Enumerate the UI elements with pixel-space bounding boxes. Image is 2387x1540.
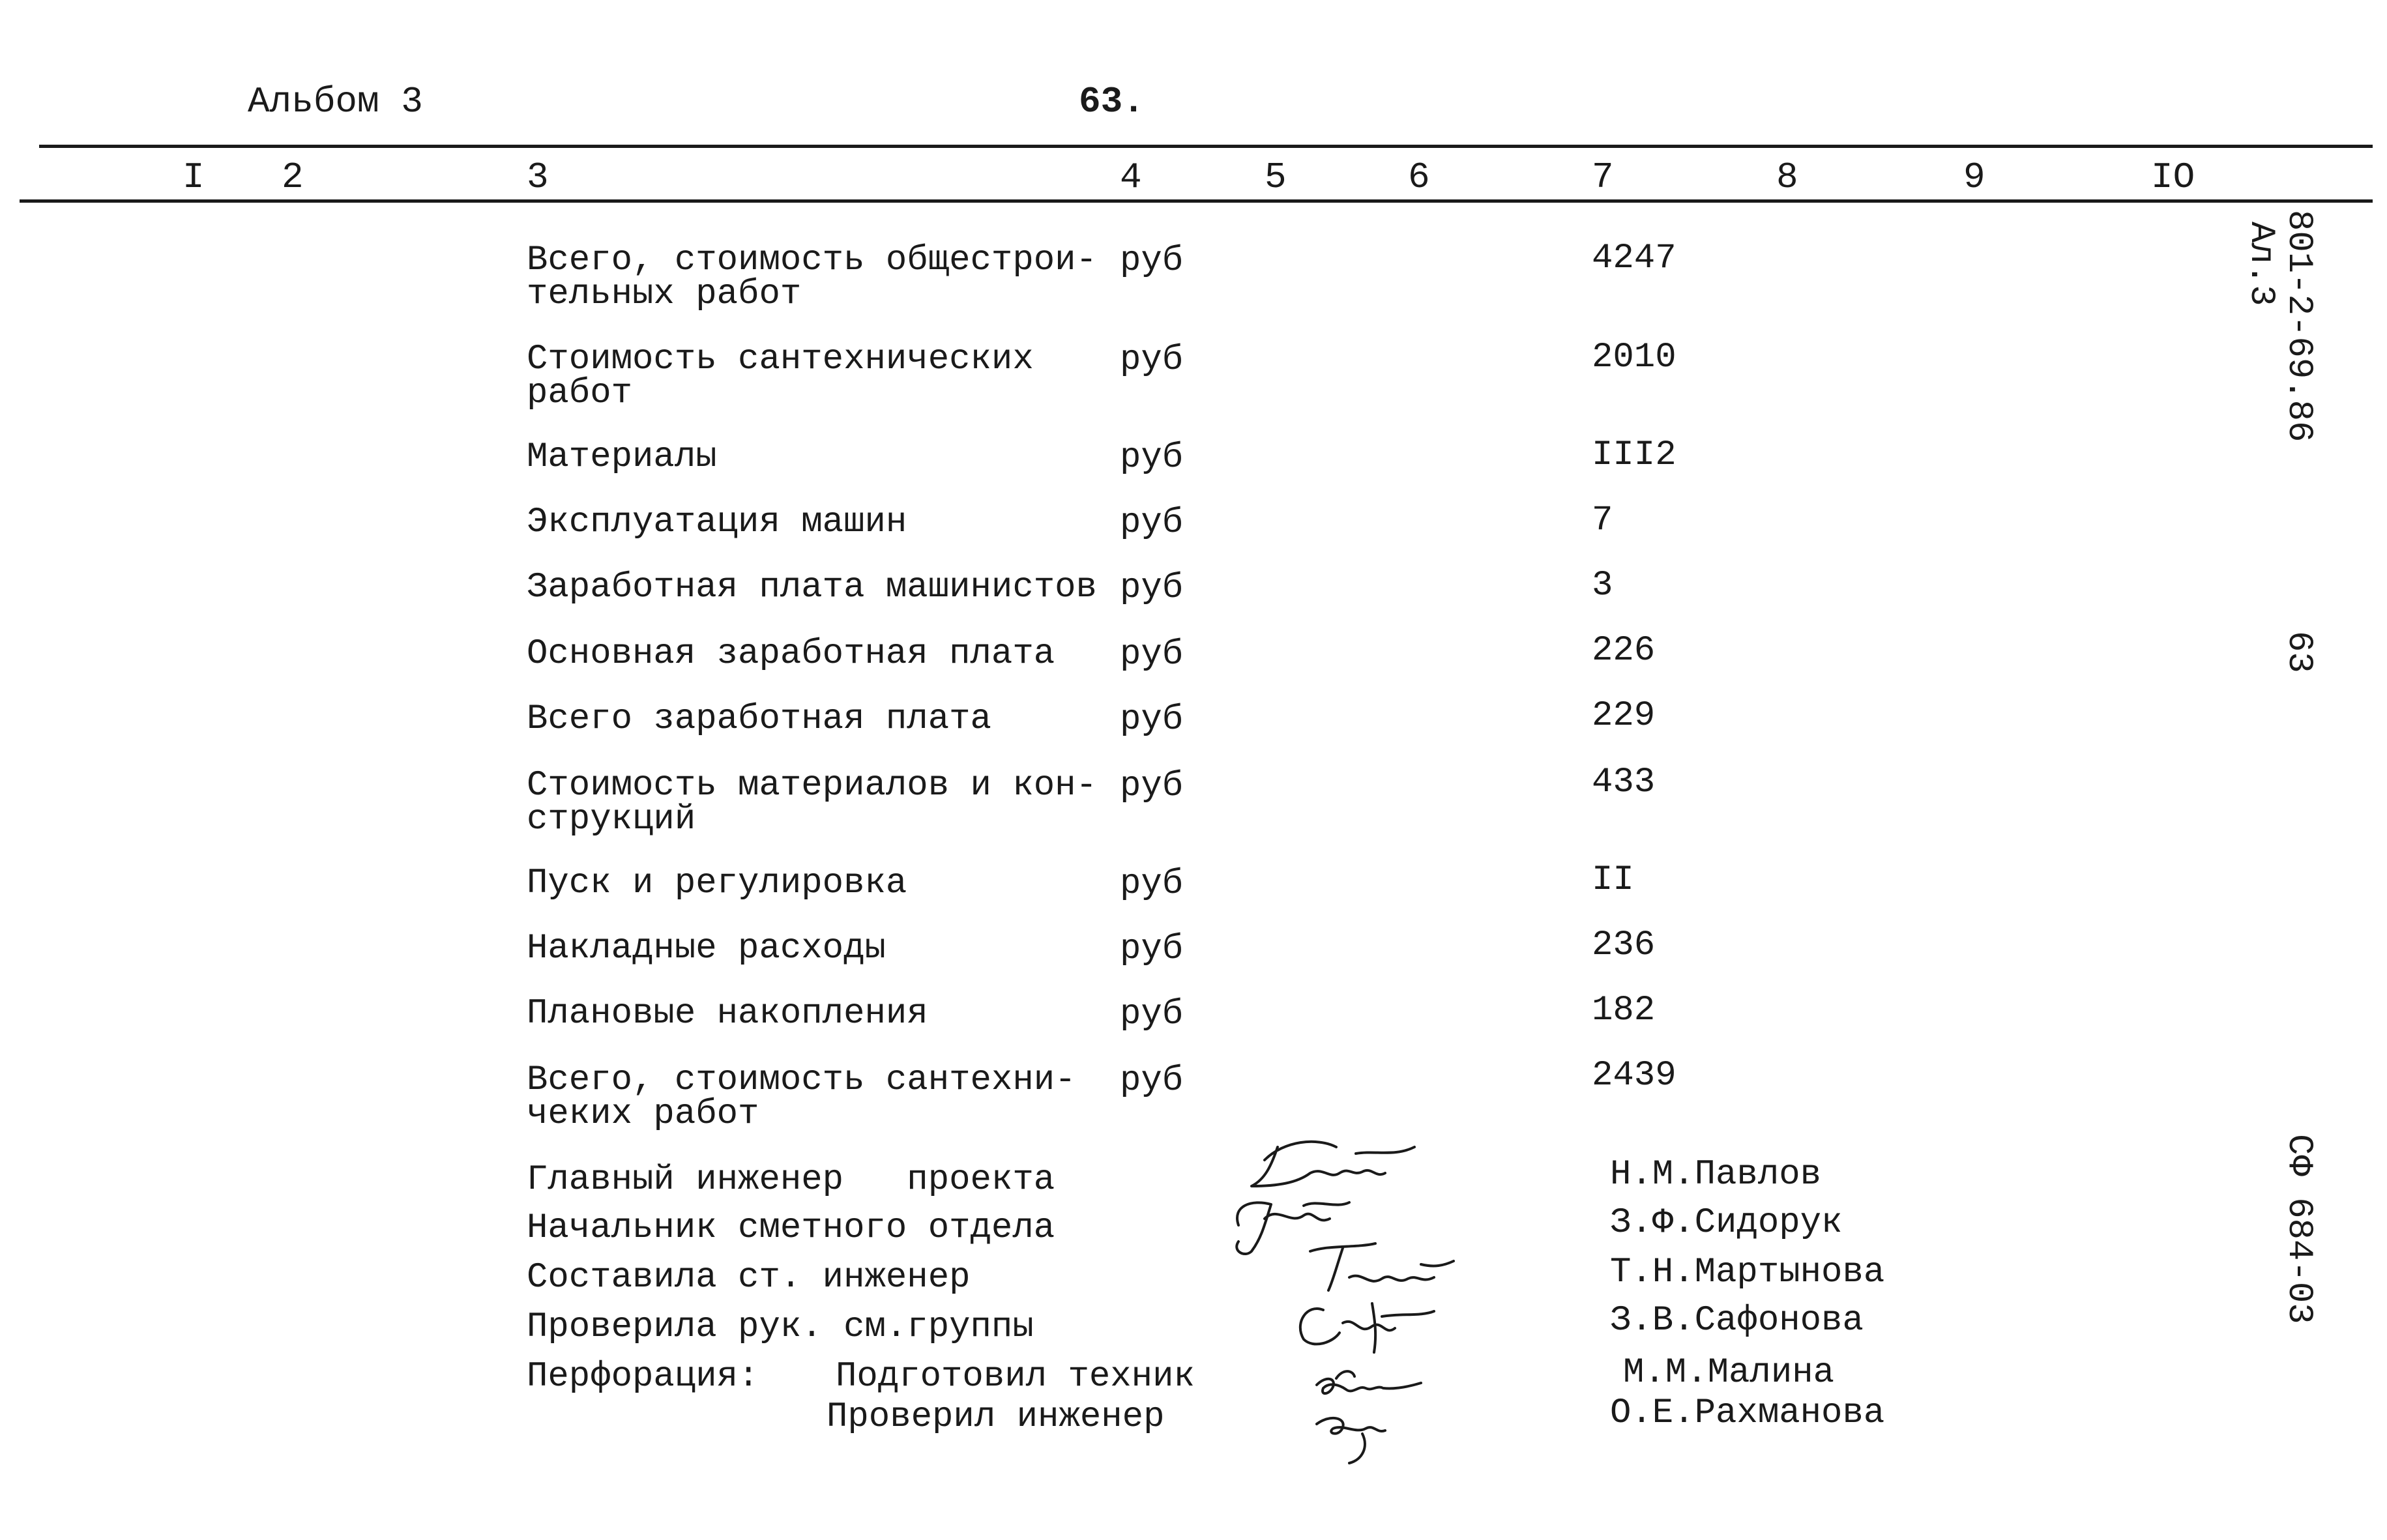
document-code: 801-2-69.86 (2279, 210, 2319, 443)
signatory-name: О.Е.Рахманова (1610, 1393, 1885, 1433)
row-value: 4247 (1592, 239, 1677, 278)
signature-role: Подготовил техник (836, 1357, 1195, 1397)
row-value: 433 (1592, 763, 1656, 802)
row-name-line: Стоимость сантехнических (527, 340, 1034, 379)
row-value: 2439 (1592, 1056, 1677, 1096)
row-unit: руб (1120, 635, 1184, 675)
row-name-line: Всего, стоимость общестрои- (527, 240, 1097, 280)
row-name-line: чеких работ (527, 1094, 759, 1134)
signatory-name: З.В.Сафонова (1610, 1301, 1864, 1341)
signatory-name: Т.Н.Мартынова (1610, 1253, 1885, 1292)
row-name-line: Стоимость материалов и кон- (527, 766, 1097, 806)
album-label: Альбом 3 (248, 81, 423, 123)
row-unit: руб (1120, 864, 1184, 904)
row-value: 2010 (1592, 338, 1677, 377)
row-value: 3 (1592, 566, 1613, 605)
row-name-line: тельных работ (527, 274, 802, 314)
column-header-4: 4 (1120, 156, 1142, 198)
column-header-2: 2 (282, 156, 304, 198)
header-bottom-rule (20, 199, 2373, 203)
signatory-name: М.М.Малина (1623, 1353, 1835, 1393)
column-header-7: 7 (1592, 156, 1614, 198)
column-header-6: 6 (1408, 156, 1430, 198)
column-header-3: 3 (527, 156, 549, 198)
row-unit: руб (1120, 340, 1184, 380)
row-value: III2 (1592, 435, 1677, 475)
signature-role: Проверила рук. см.группы (527, 1307, 1034, 1347)
album-reference: Ал.3 (2241, 222, 2281, 306)
page-number: 63. (1079, 81, 1145, 123)
row-unit: руб (1120, 700, 1184, 740)
row-name-line: Накладные расходы (527, 929, 886, 968)
perforation-label: Перфорация: (527, 1357, 759, 1397)
column-header-10: IO (2151, 156, 2195, 198)
row-value: 236 (1592, 925, 1656, 965)
top-rule (39, 145, 2373, 148)
column-header-5: 5 (1265, 156, 1287, 198)
row-name-line: Материалы (527, 437, 717, 477)
signatory-name: Н.М.Павлов (1610, 1155, 1822, 1195)
row-name-line: Эксплуатация машин (527, 502, 907, 542)
row-unit: руб (1120, 1061, 1184, 1101)
signatory-name: З.Ф.Сидорук (1610, 1203, 1843, 1243)
row-value: 7 (1592, 501, 1613, 540)
row-name-line: Основная заработная плата (527, 634, 1055, 674)
row-name-line: Заработная плата машинистов (527, 568, 1097, 607)
row-name-line: Всего, стоимость сантехни- (527, 1060, 1076, 1100)
row-unit: руб (1120, 241, 1184, 281)
row-value: 182 (1592, 991, 1656, 1030)
stamp-code: СФ 684-03 (2279, 1134, 2319, 1324)
handwritten-signatures (1225, 1127, 1538, 1466)
column-header-1: I (183, 156, 205, 198)
row-unit: руб (1120, 929, 1184, 969)
row-name-line: струкций (527, 800, 696, 839)
signature-role: Проверил инженер (827, 1397, 1165, 1437)
signature-role: Составила ст. инженер (527, 1258, 971, 1298)
row-unit: руб (1120, 568, 1184, 608)
signature-role: Начальник сметного отдела (527, 1208, 1055, 1248)
row-name-line: работ (527, 373, 633, 413)
row-name-line: Плановые накопления (527, 994, 928, 1034)
row-name-line: Пуск и регулировка (527, 864, 907, 903)
row-value: 226 (1592, 631, 1656, 671)
row-name-line: Всего заработная плата (527, 699, 991, 739)
column-header-9: 9 (1963, 156, 1985, 198)
row-unit: руб (1120, 995, 1184, 1034)
row-value: 229 (1592, 696, 1656, 736)
margin-page-number: 63 (2279, 631, 2319, 673)
column-header-8: 8 (1776, 156, 1798, 198)
row-unit: руб (1120, 438, 1184, 478)
row-unit: руб (1120, 503, 1184, 543)
row-unit: руб (1120, 766, 1184, 806)
signature-role: Главный инженер проекта (527, 1160, 1055, 1200)
row-value: II (1592, 860, 1634, 900)
